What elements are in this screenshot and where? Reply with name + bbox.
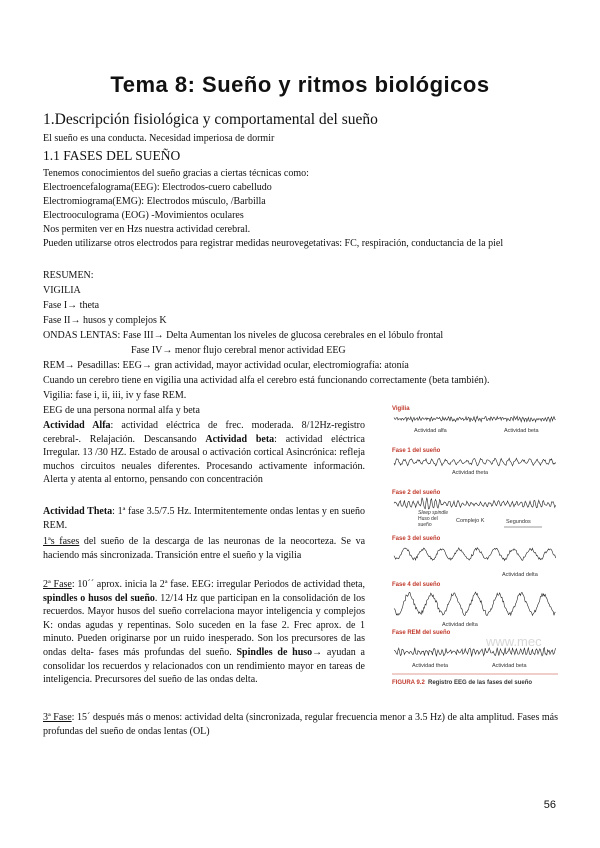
seconds-label: Segundos [506,519,531,525]
spindle-label: Huso del [418,516,438,522]
technique-line: Electroencefalograma(EEG): Electrodos-cuero cabelludo [43,182,272,193]
theta-paragraph: Actividad Theta: 1ª fase 3.5/7.5 Hz. Intermitentemente ondas lentas y en sueño REM. [43,506,365,531]
technique-line: Electromiograma(EMG): Electrodos músculo, /Barbilla [43,196,266,207]
fase2-paragraph: 2ª Fase: 10´´ aprox. inicia la 2ª fase. EEG: irregular Periodos de actividad theta, spindles o husos del sueño. 12/14 Hz que participan en la consolidación de los recuerdos. Mayor husos del sueño correlaciona mayor inteligencia y complejos K: ondas agudas y repentinas. Solo suceden en la fase 2. Frec aprox. de 1 minuto. Pueden originarse por un ruido inesperado. Son los precursores de las ondas delta- fases más profundas del sueño. Spindles de huso→ ayudan a consolidar los recuerdos y relacionados con un rendimiento mayor en tareas de inteligencia. Precursores del sueño de las ondas delta. [43,579,365,686]
fase2-term: 2ª Fase [43,579,72,590]
technique-line: Pueden utilizarse otros electrodos para registrar medidas neurovegetativas: FC, respiración, conductancia de la piel [43,238,504,249]
spindle-label: Sleep spindle [418,510,449,516]
figure-row-label: Fase 1 del sueño [392,448,441,454]
eeg-figure [392,402,558,694]
fase3-term: 3ª Fase [43,712,72,723]
alfa-paragraph: Actividad Alfa: actividad eléctrica de frec. moderada. 8/12Hz-registro cerebral-. Relajación. Descansando Actividad beta: actividad eléctrica Irregular. 13 /30 HZ. Estado de arousal o activación cortical Asincrónica: refleja muchos circuitos neuales diferentes. Procesando activamente información. Alerta y atenta al entorno, pensando con concentración [43,420,365,486]
eeg-trace-fase3 [394,548,556,561]
figure-row-label: Fase REM del sueño [392,630,451,636]
k-complex-label: Complejo K [456,518,485,524]
fase3-paragraph: 3ª Fase: 15´ después más o menos: actividad delta (sincronizada, regular frecuencia menor a 3.5 Hz) de alta amplitud. Fases más profundas del sueño de ondas lentas (OL) [43,712,558,737]
eeg-figure-svg [392,402,558,694]
figure-row-label: Fase 3 del sueño [392,536,441,542]
section-heading: 1.Descripción fisiológica y comportamental del sueño [43,111,378,128]
delta-label: Actividad delta [502,572,538,578]
technique-line: Electrooculograma (EOG) -Movimientos oculares [43,210,244,221]
technique-line: Nos permiten ver en Hzs nuestra actividad cerebral. [43,224,251,235]
figure-row-label: Vigilia [392,406,410,412]
first-phases-term: 1ªs fases [43,536,80,547]
rem-beta-label: Actividad beta [492,663,527,669]
alfa-term: Actividad Alfa [43,420,111,431]
summary-line: ONDAS LENTAS: Fase III→ Delta Aumentan los niveles de glucosa cerebrales en el lóbulo frontal [43,330,444,341]
summary-line: REM→ Pesadillas: EEG→ gran actividad, mayor actividad ocular, electromiografía: atonía [43,360,409,371]
first-phases-paragraph: 1ªs fases del sueño de la descarga de las neuronas de la neocorteza. Se va haciendo más sincronizada. Transición entre el sueño y la vigilia [43,536,366,561]
eeg-trace-fase1 [394,458,556,466]
beta-term: Actividad beta [205,433,275,445]
figure-caption-label: FIGURA 9.2 [392,680,425,686]
intro-line: El sueño es una conducta. Necesidad imperiosa de dormir [43,133,275,144]
watermark-text: www.mec [486,634,542,649]
page-title: Tema 8: Sueño y ritmos biológicos [110,72,490,97]
rem-theta-label: Actividad theta [412,663,449,669]
page-number: 56 [543,799,556,811]
delta-label: Actividad delta [442,622,478,628]
summary-line: Cuando un cerebro tiene en vigilia una actividad alfa el cerebro está funcionando correctamente (beta también). [43,375,490,386]
summary-line: Fase I→ theta [43,300,100,311]
figure-caption: Registro EEG de las fases del sueño [428,680,533,686]
eeg-trace-vigilia [394,416,556,422]
eeg-trace-fase2 [394,498,556,509]
eeg-trace-fase4 [394,592,556,615]
beta-label: Actividad beta [504,428,539,434]
figure-row-label: Fase 2 del sueño [392,490,441,496]
summary-heading: RESUMEN: [43,270,94,281]
summary-line: EEG de una persona normal alfa y beta [43,405,200,416]
alfa-label: Actividad alfa [414,428,447,434]
summary-line: VIGILIA [43,285,81,296]
figure-row-label: Fase 4 del sueño [392,582,441,588]
technique-line: Tenemos conocimientos del sueño gracias a ciertas técnicas como: [43,168,309,179]
summary-line: Fase IV→ menor flujo cerebral menor actividad EEG [131,345,346,356]
theta-label: Actividad theta [452,470,489,476]
summary-line: Fase II→ husos y complejos K [43,315,167,326]
subsection-heading: 1.1 FASES DEL SUEÑO [43,148,181,163]
theta-term: Actividad Theta [43,506,113,517]
summary-line: Vigilia: fase i, ii, iii, iv y fase REM. [43,390,187,401]
spindle-label: sueño [418,522,432,528]
